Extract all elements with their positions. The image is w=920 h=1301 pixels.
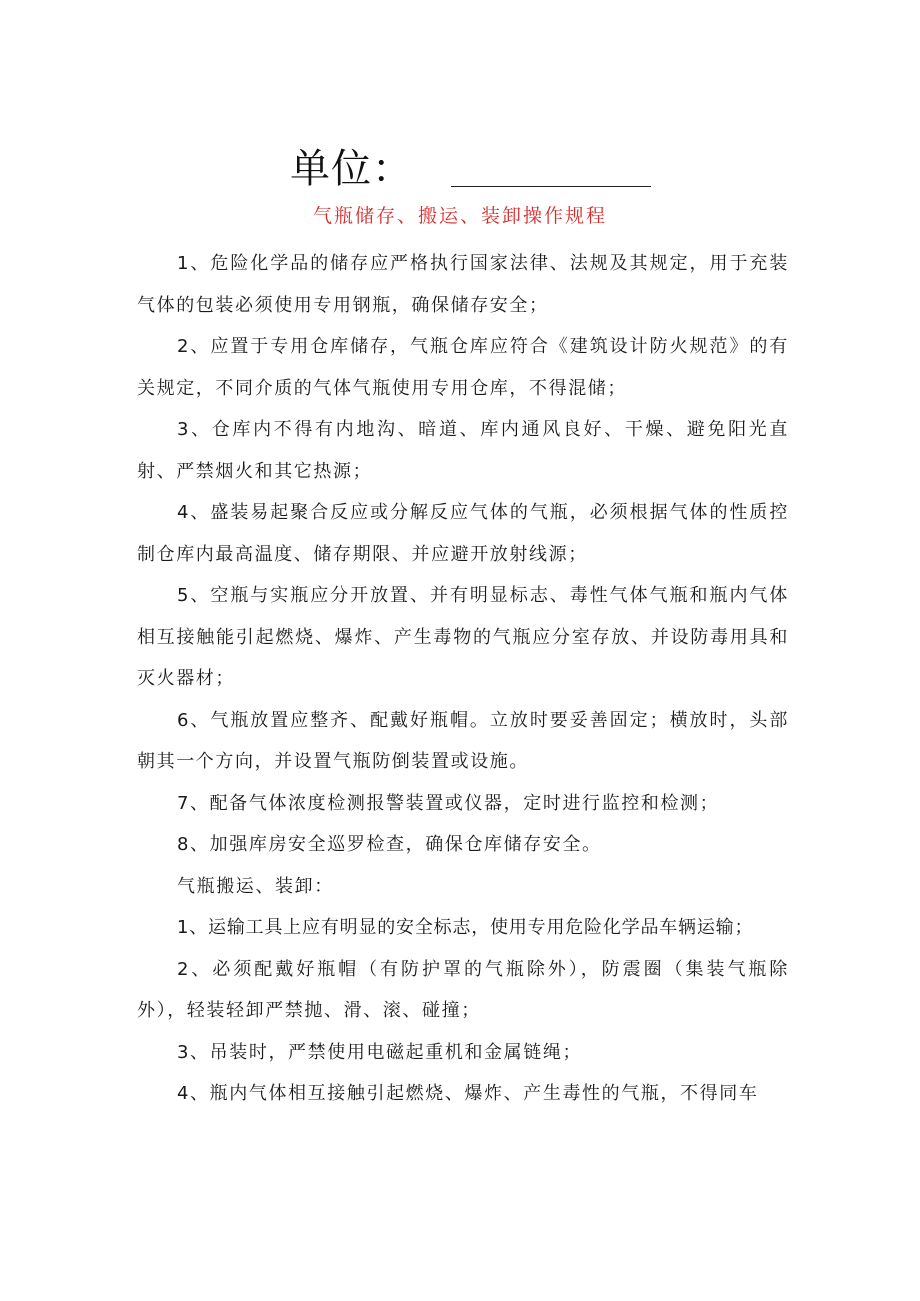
unit-blank-field[interactable] bbox=[451, 148, 651, 187]
unit-label: 单位： bbox=[290, 146, 413, 192]
paragraph: 2、必须配戴好瓶帽（有防护罩的气瓶除外），防震圈（集装气瓶除外），轻装轻卸严禁抛、滑、滚、碰撞； bbox=[137, 958, 789, 1021]
paragraph: 7、配备气体浓度检测报警装置或仪器，定时进行监控和检测； bbox=[177, 792, 720, 814]
paragraph: 4、瓶内气体相互接触引起燃烧、爆炸、产生毒性的气瓶，不得同车 bbox=[177, 1083, 759, 1104]
document-title: 气瓶储存、搬运、装卸操作规程 bbox=[312, 205, 607, 227]
paragraph: 2、应置于专用仓库储存，气瓶仓库应符合《建筑设计防火规范》的有关规定，不同介质的气体气瓶使用专用仓库，不得混储； bbox=[137, 336, 789, 399]
paragraph: 5、空瓶与实瓶应分开放置、并有明显标志、毒性气体气瓶和瓶内气体相互接触能引起燃烧、爆炸、产生毒物的气瓶应分室存放、并设防毒用具和灭火器材； bbox=[137, 585, 789, 689]
unit-line bbox=[290, 143, 651, 193]
paragraph: 3、仓库内不得有内地沟、暗道、库内通风良好、干燥、避免阳光直射、严禁烟火和其它热源； bbox=[137, 419, 789, 482]
document-body bbox=[137, 243, 789, 1115]
paragraph: 1、危险化学品的储存应严格执行国家法律、法规及其规定，用于充装气体的包装必须使用专用钢瓶，确保储存安全； bbox=[137, 253, 789, 316]
paragraph: 1、运输工具上应有明显的安全标志，使用专用危险化学品车辆运输； bbox=[177, 917, 754, 938]
section-heading: 气瓶搬运、装卸： bbox=[177, 875, 334, 897]
paragraph: 3、吊装时，严禁使用电磁起重机和金属链绳； bbox=[177, 1041, 583, 1063]
paragraph: 4、盛装易起聚合反应或分解反应气体的气瓶，必须根据气体的性质控制仓库内最高温度、储存期限、并应避开放射线源； bbox=[137, 502, 789, 565]
paragraph: 6、气瓶放置应整齐、配戴好瓶帽。立放时要妥善固定；横放时，头部朝其一个方向，并设置气瓶防倒装置或设施。 bbox=[137, 709, 789, 772]
paragraph: 8、加强库房安全巡罗检查，确保仓库储存安全。 bbox=[177, 834, 602, 855]
